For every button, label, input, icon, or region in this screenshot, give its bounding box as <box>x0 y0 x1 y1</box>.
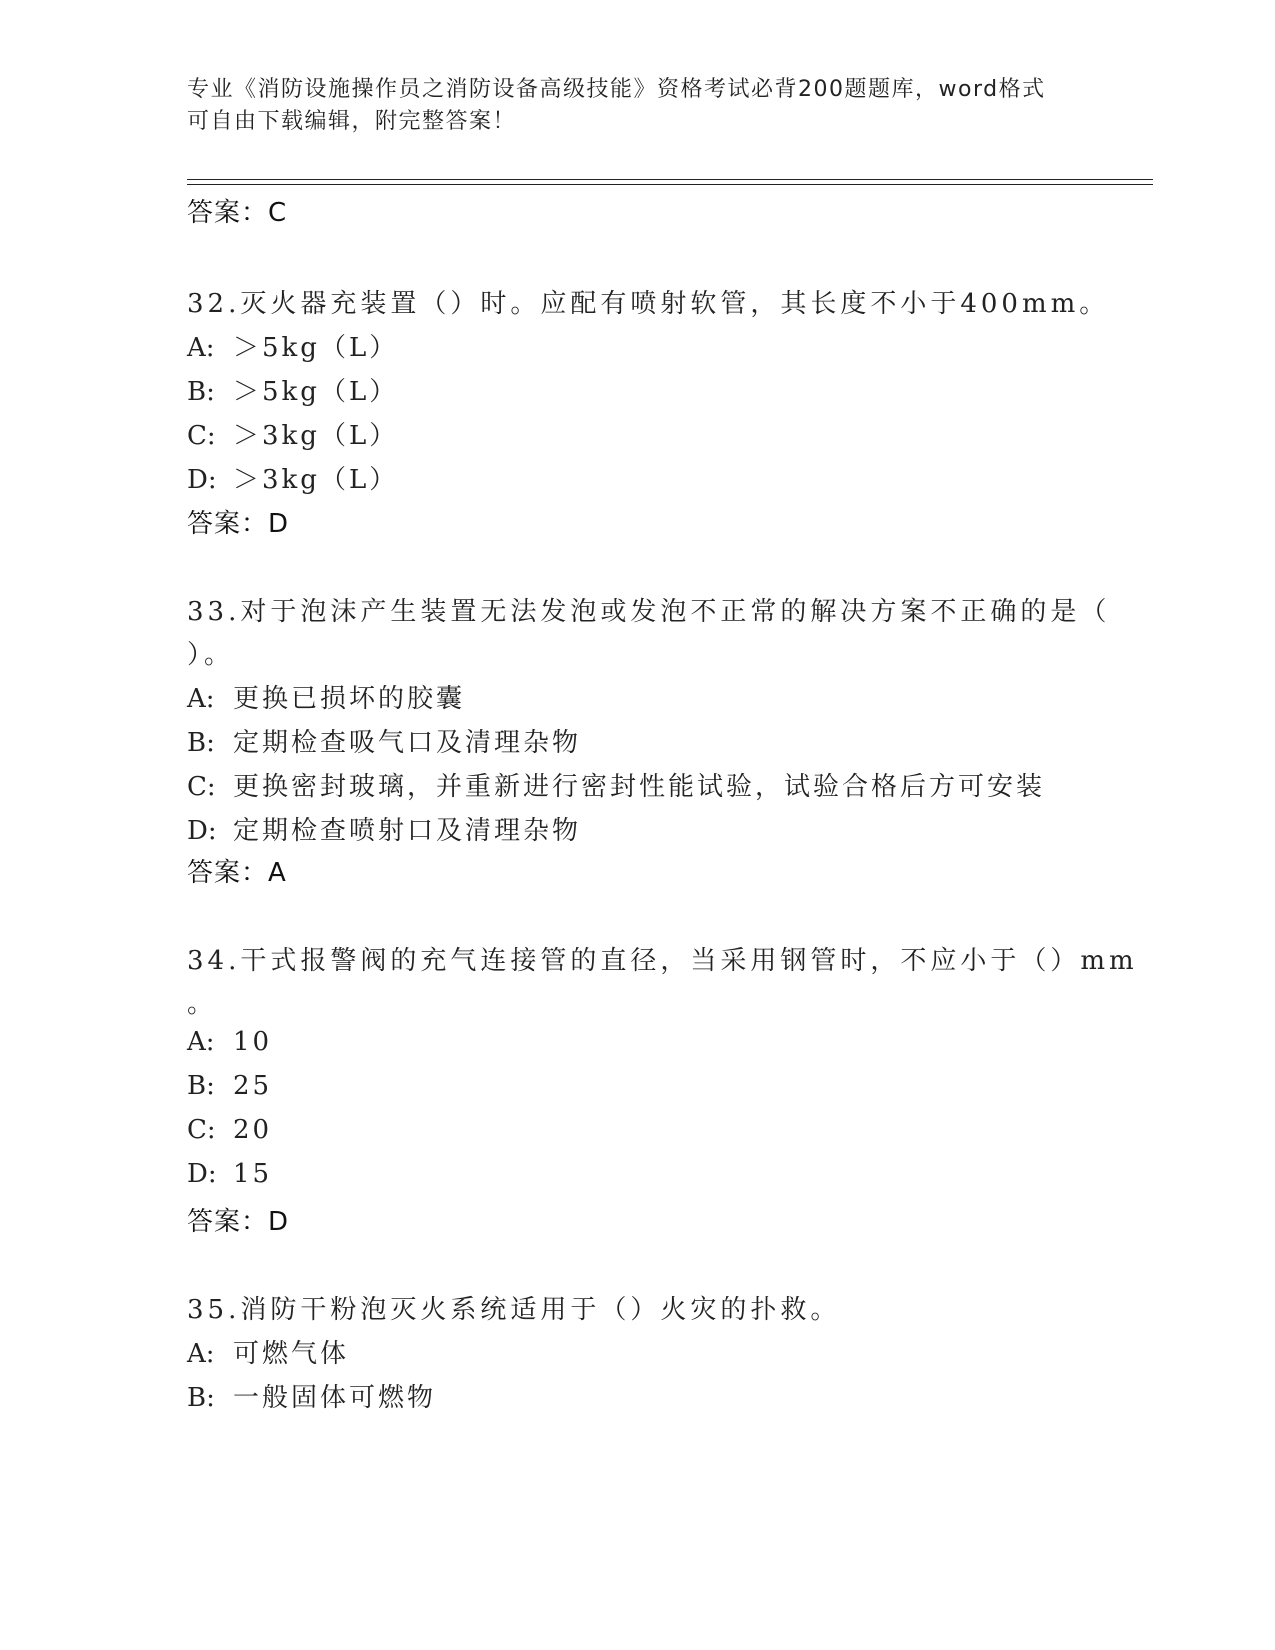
option-text: 定期检查喷射口及清理杂物 <box>233 816 582 846</box>
option-letter: A: <box>187 1339 215 1369</box>
option-letter: C: <box>187 421 216 451</box>
question-32-text: 32.灭火器充装置（）时。应配有喷射软管，其长度不小于400mm。 <box>187 289 1110 319</box>
option-text: 更换密封玻璃，并重新进行密封性能试验，试验合格后方可安装 <box>233 772 1046 802</box>
question-34-option-c <box>187 1115 272 1145</box>
header-divider-bottom <box>187 184 1153 185</box>
question-32-option-a <box>187 327 398 364</box>
question-34-answer: 答案：D <box>187 1207 290 1237</box>
question-34-text: 34.干式报警阀的充气连接管的直径，当采用钢管时，不应小于（）mm <box>187 946 1138 976</box>
header-text: 专业《消防设施操作员之消防设备高级技能》资格考试必背200题题库，word格式可自由下载编辑，附完整答案！ <box>187 77 1046 134</box>
option-text: ＞3kg（L） <box>233 465 399 495</box>
question-32-answer: 答案：D <box>187 509 290 539</box>
question-35-option-a <box>187 1333 349 1370</box>
option-letter: B: <box>187 728 215 758</box>
question-33-text-cont: ）。 <box>187 640 235 670</box>
option-text: 一般固体可燃物 <box>233 1383 437 1413</box>
question-33-text: 33.对于泡沫产生装置无法发泡或发泡不正常的解决方案不正确的是（ <box>187 597 1111 627</box>
previous-answer: 答案：C <box>187 198 288 228</box>
question-34-option-d <box>187 1159 272 1189</box>
option-text: 可燃气体 <box>233 1339 350 1369</box>
document-header <box>187 74 1067 138</box>
option-letter: B: <box>187 377 215 407</box>
question-33-option-a <box>187 678 465 715</box>
question-33-answer: 答案：A <box>187 858 287 888</box>
option-letter: A: <box>187 684 215 714</box>
option-text: 10 <box>233 1027 273 1057</box>
question-33-option-c <box>187 766 1045 803</box>
option-text: ＞5kg（L） <box>233 333 399 363</box>
option-letter: D: <box>187 816 217 846</box>
option-letter: A: <box>187 1027 215 1057</box>
option-text: ＞5kg（L） <box>233 377 399 407</box>
question-32-option-b <box>187 371 398 408</box>
option-letter: A: <box>187 333 215 363</box>
option-text: 25 <box>233 1071 273 1101</box>
question-35-option-b <box>187 1377 436 1414</box>
option-text: ＞3kg（L） <box>233 421 399 451</box>
option-text: 15 <box>233 1159 273 1189</box>
option-letter: C: <box>187 1115 216 1145</box>
question-35-text: 35.消防干粉泡灭火系统适用于（）火灾的扑救。 <box>187 1295 841 1325</box>
question-34-option-a <box>187 1027 272 1057</box>
option-letter: B: <box>187 1383 215 1413</box>
question-32-option-d <box>187 459 398 496</box>
option-letter: D: <box>187 465 217 495</box>
question-34-option-b <box>187 1071 272 1101</box>
option-text: 定期检查吸气口及清理杂物 <box>233 728 582 758</box>
option-text: 更换已损坏的胶囊 <box>233 684 466 714</box>
header-divider-top <box>187 179 1153 180</box>
option-letter: C: <box>187 772 216 802</box>
question-33-option-d <box>187 810 581 847</box>
question-33-option-b <box>187 722 581 759</box>
option-text: 20 <box>233 1115 273 1145</box>
question-32-option-c <box>187 415 398 452</box>
option-letter: D: <box>187 1159 217 1189</box>
question-34-text-cont: 。 <box>187 989 218 1019</box>
option-letter: B: <box>187 1071 215 1101</box>
